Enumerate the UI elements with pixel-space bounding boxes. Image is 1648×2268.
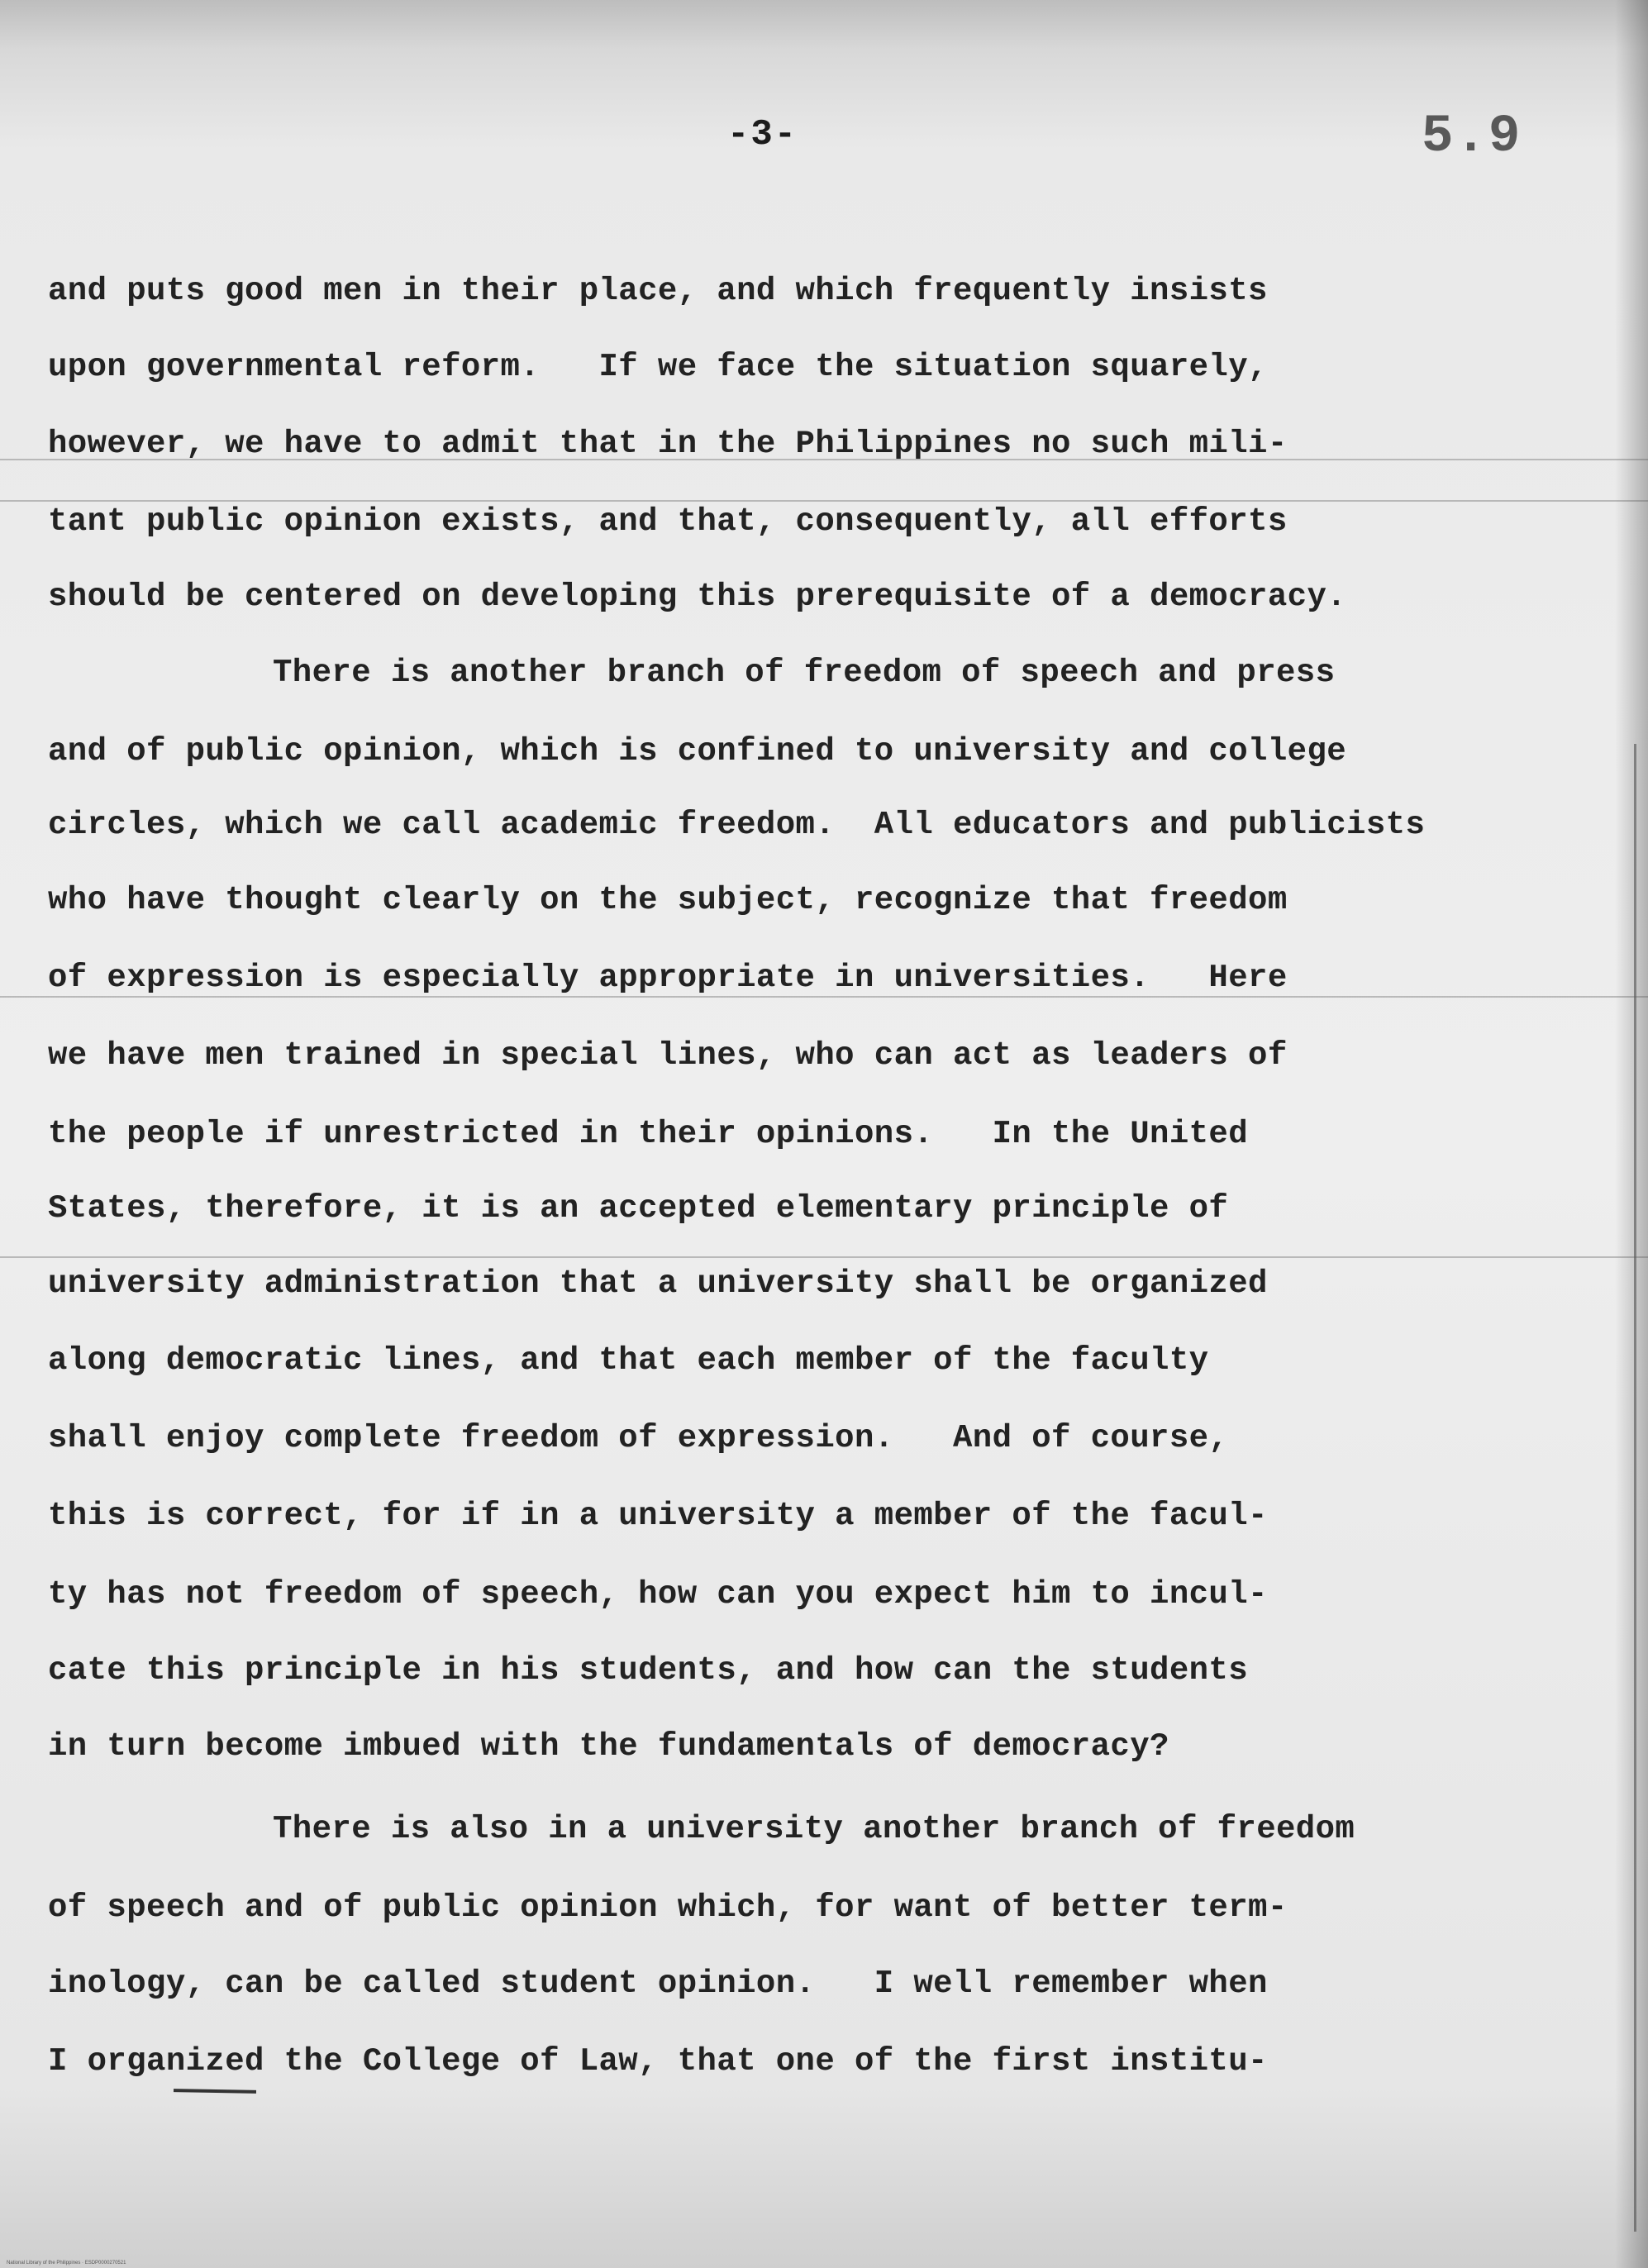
text-line: There is another branch of freedom of speech and press <box>273 655 1336 691</box>
text-line: should be centered on developing this prerequisite of a democracy. <box>48 579 1347 615</box>
text-line: tant public opinion exists, and that, consequently, all efforts <box>48 503 1288 540</box>
text-line: There is also in a university another branch of freedom <box>273 1811 1355 1847</box>
text-line: however, we have to admit that in the Philippines no such mili- <box>48 426 1288 462</box>
text-line: of speech and of public opinion which, for want of better term- <box>48 1889 1288 1926</box>
text-line: who have thought clearly on the subject, recognize that freedom <box>48 882 1288 918</box>
text-line: cate this principle in his students, and how can the students <box>48 1652 1249 1689</box>
text-line: States, therefore, it is an accepted elementary principle of <box>48 1190 1229 1227</box>
text-line: along democratic lines, and that each member of the faculty <box>48 1342 1209 1379</box>
page-edge-shadow <box>1615 0 1648 2268</box>
page-edge-line <box>1634 744 1636 2232</box>
text-line: the people if unrestricted in their opinions. In the United <box>48 1116 1249 1152</box>
page-number: -3- <box>727 114 798 155</box>
corner-mark: 5.9 <box>1422 107 1522 167</box>
text-line: I organized the College of Law, that one of the first institu- <box>48 2043 1268 2080</box>
scan-rule <box>0 1256 1648 1258</box>
text-line: this is correct, for if in a university a member of the facul- <box>48 1498 1268 1534</box>
text-line: ty has not freedom of speech, how can you expect him to incul- <box>48 1576 1268 1613</box>
text-line: inology, can be called student opinion. I well remember when <box>48 1965 1268 2002</box>
archive-footer: National Library of the Philippines · ESDP0000270521 <box>7 2261 126 2266</box>
text-line: shall enjoy complete freedom of expression. And of course, <box>48 1420 1229 1456</box>
text-line: in turn become imbued with the fundamentals of democracy? <box>48 1728 1169 1765</box>
text-line: circles, which we call academic freedom. All educators and publicists <box>48 807 1426 843</box>
text-line: we have men trained in special lines, who can act as leaders of <box>48 1037 1288 1074</box>
text-line: and of public opinion, which is confined to university and college <box>48 733 1347 770</box>
text-line: and puts good men in their place, and which frequently insists <box>48 273 1268 309</box>
text-line: of expression is especially appropriate in universities. Here <box>48 960 1288 996</box>
text-line: upon governmental reform. If we face the situation squarely, <box>48 349 1268 385</box>
text-line: university administration that a university shall be organized <box>48 1265 1268 1302</box>
